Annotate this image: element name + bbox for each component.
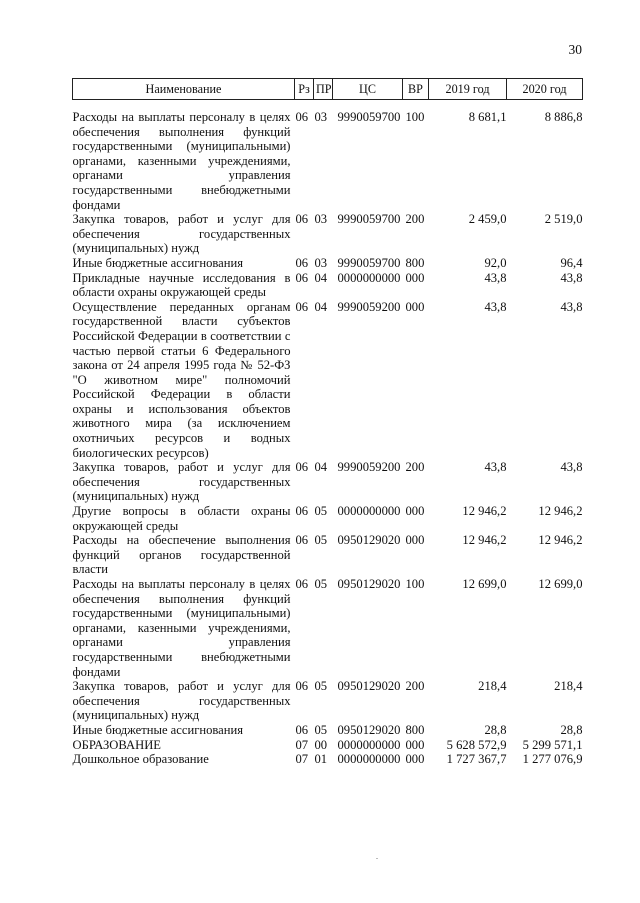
row-vr: 000	[405, 752, 425, 767]
row-name: Закупка товаров, работ и услуг для обеспечения государственных (муниципальных) нужд	[72, 460, 291, 504]
row-pr: 03	[314, 110, 328, 124]
row-2019: 12 946,2	[462, 504, 507, 519]
row-2019: 5 628 572,9	[446, 737, 507, 752]
row-2020: 5 299 571,1	[522, 737, 583, 752]
row-2020: 12 946,2	[538, 504, 583, 519]
row-rz: 06	[295, 299, 309, 314]
row-2020: 8 886,8	[544, 110, 583, 124]
row-rz: 06	[295, 110, 309, 124]
row-2019: 1 727 367,7	[446, 752, 507, 767]
row-2019: 218,4	[478, 679, 507, 694]
column-header-rz: Рз	[295, 79, 314, 100]
row-rz: 06	[295, 679, 309, 694]
table-row	[73, 460, 583, 504]
row-vr: 200	[405, 212, 425, 227]
row-vr: 000	[405, 270, 425, 285]
table-row	[73, 738, 583, 753]
row-name: Закупка товаров, работ и услуг для обеспечения государственных (муниципальных) нужд	[72, 679, 291, 723]
row-name: Дошкольное образование	[72, 752, 209, 767]
row-name: Иные бюджетные ассигнования	[72, 722, 244, 737]
row-vr: 000	[405, 299, 425, 314]
row-cs: 0000000000	[337, 270, 401, 285]
row-rz: 06	[295, 255, 309, 270]
row-pr: 04	[314, 460, 328, 475]
column-header-2020: 2020 год	[507, 79, 583, 100]
row-2019: 2 459,0	[468, 212, 507, 227]
row-cs: 9990059700	[337, 212, 401, 227]
row-name: ОБРАЗОВАНИЕ	[72, 737, 161, 752]
row-2019: 43,8	[484, 270, 507, 285]
budget-table	[72, 78, 583, 767]
scan-artifact-dot	[376, 858, 378, 859]
row-pr: 05	[314, 577, 328, 591]
row-name: Расходы на выплаты персоналу в целях обеспечения выполнения функций государственными (муниципальными) органами, казенными учреждениями, органами управления государственными внебюджетными фондами	[72, 577, 291, 679]
row-pr: 04	[314, 299, 328, 314]
row-pr: 04	[314, 270, 328, 285]
row-cs: 0950129020	[337, 722, 401, 737]
table-row	[73, 504, 583, 533]
row-pr: 00	[314, 737, 328, 752]
row-cs: 0950129020	[337, 679, 401, 694]
table-row	[73, 533, 583, 577]
row-vr: 100	[405, 577, 425, 591]
row-rz: 06	[295, 722, 309, 737]
row-2020: 43,8	[560, 299, 583, 314]
row-rz: 07	[295, 752, 309, 767]
row-2020: 218,4	[554, 679, 583, 694]
row-2020: 2 519,0	[544, 212, 583, 227]
row-name: Закупка товаров, работ и услуг для обеспечения государственных (муниципальных) нужд	[72, 212, 291, 256]
row-vr: 800	[405, 255, 425, 270]
column-header-pr: ПР	[314, 79, 333, 100]
row-vr: 800	[405, 722, 425, 737]
row-name: Расходы на обеспечение выполнения функций органов государственной власти	[72, 533, 291, 577]
row-name: Осуществление переданных органам государственной власти субъектов Российской Федерации в соответствии с частью первой статьи 6 Федерального закона от 24 апреля 1995 года № 52-ФЗ "О животном мире" полномочий Российской Федерации в области охраны и использования объектов животного мира (за исключением охотничьих ресурсов и водных биологических ресурсов)	[72, 299, 291, 460]
row-cs: 0000000000	[337, 737, 401, 752]
row-pr: 05	[314, 722, 328, 737]
row-2019: 12 699,0	[462, 577, 507, 591]
row-cs: 0000000000	[337, 752, 401, 767]
row-2020: 1 277 076,9	[522, 752, 583, 767]
row-2019: 43,8	[484, 299, 507, 314]
table-row	[73, 300, 583, 461]
row-pr: 03	[314, 255, 328, 270]
table-body	[73, 100, 583, 767]
row-cs: 9990059200	[337, 299, 401, 314]
row-2020: 43,8	[560, 270, 583, 285]
row-cs: 9990059700	[337, 110, 401, 124]
row-rz: 06	[295, 533, 309, 548]
row-2019: 43,8	[484, 460, 507, 475]
row-vr: 200	[405, 460, 425, 475]
row-rz: 06	[295, 504, 309, 519]
column-header-cs: ЦС	[333, 79, 403, 100]
column-header-vr: ВР	[403, 79, 429, 100]
row-2020: 96,4	[560, 255, 583, 270]
column-header-2019: 2019 год	[429, 79, 507, 100]
column-header-name: Наименование	[73, 79, 295, 100]
row-rz: 07	[295, 737, 309, 752]
row-2019: 28,8	[484, 722, 507, 737]
row-rz: 06	[295, 460, 309, 475]
row-vr: 100	[405, 110, 425, 124]
row-name: Иные бюджетные ассигнования	[72, 255, 244, 270]
row-name: Другие вопросы в области охраны окружающей среды	[72, 504, 291, 533]
table-row	[73, 752, 583, 767]
table-header	[73, 79, 583, 100]
row-pr: 05	[314, 533, 328, 548]
row-2020: 28,8	[560, 722, 583, 737]
row-cs: 0950129020	[337, 533, 401, 548]
table-row	[73, 271, 583, 300]
row-pr: 01	[314, 752, 328, 767]
row-name: Расходы на выплаты персоналу в целях обеспечения выполнения функций государственными (муниципальными) органами, казенными учреждениями, органами управления государственными внебюджетными фондами	[72, 110, 291, 212]
table-row	[73, 212, 583, 256]
row-vr: 000	[405, 504, 425, 519]
table-row	[73, 679, 583, 723]
row-2019: 12 946,2	[462, 533, 507, 548]
row-cs: 0950129020	[337, 577, 401, 591]
row-vr: 000	[405, 737, 425, 752]
row-2020: 43,8	[560, 460, 583, 475]
row-pr: 03	[314, 212, 328, 227]
row-name: Прикладные научные исследования в области охраны окружающей среды	[72, 270, 291, 300]
row-2020: 12 946,2	[538, 533, 583, 548]
row-cs: 9990059200	[337, 460, 401, 475]
row-vr: 000	[405, 533, 425, 548]
table-row	[73, 100, 583, 213]
row-cs: 9990059700	[337, 255, 401, 270]
table-row	[73, 256, 583, 271]
row-2020: 12 699,0	[538, 577, 583, 591]
row-vr: 200	[405, 679, 425, 694]
row-rz: 06	[295, 577, 309, 591]
row-pr: 05	[314, 679, 328, 694]
row-cs: 0000000000	[337, 504, 401, 519]
row-rz: 06	[295, 270, 309, 285]
row-rz: 06	[295, 212, 309, 227]
row-pr: 05	[314, 504, 328, 519]
table-row	[73, 577, 583, 679]
row-2019: 92,0	[484, 255, 507, 270]
table-row	[73, 723, 583, 738]
page-number: 30	[568, 42, 582, 57]
row-2019: 8 681,1	[468, 110, 507, 124]
